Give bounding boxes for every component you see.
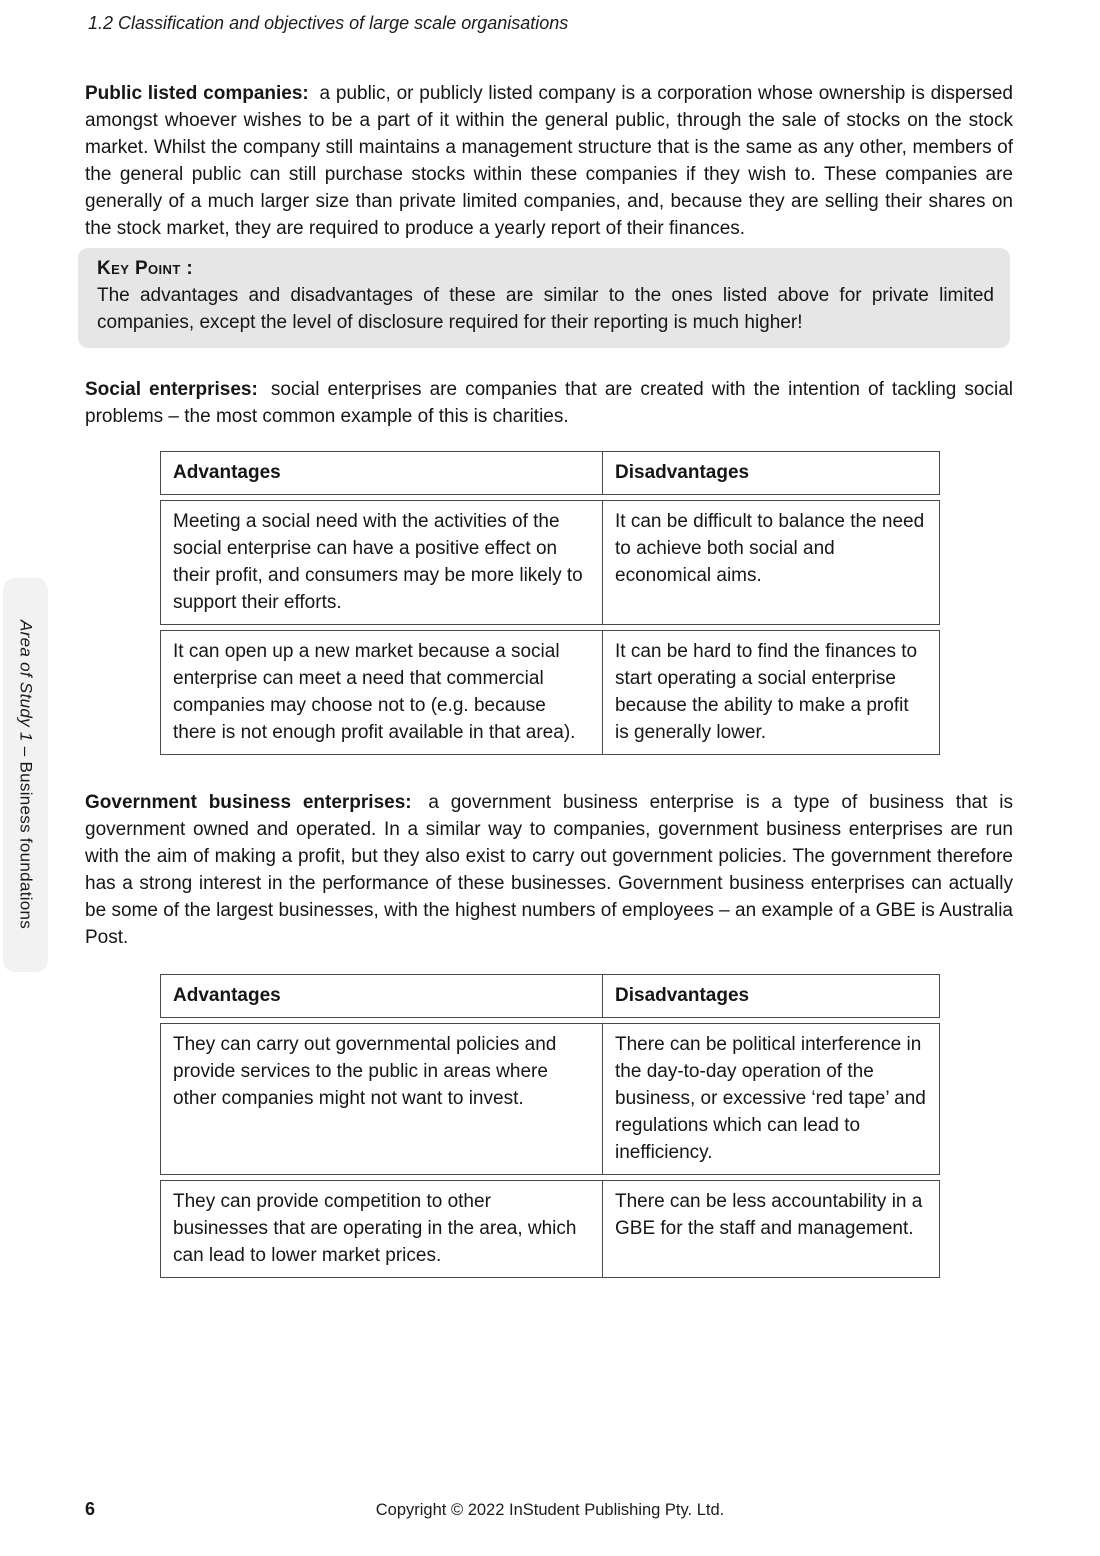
table-header-advantages: Advantages [160, 451, 603, 495]
table-header-disadvantages: Disadvantages [603, 451, 940, 495]
advantages-disadvantages-table-social-enterprises [160, 446, 940, 760]
table-social-enterprises-wrapper [160, 446, 1013, 760]
table-cell-advantage: They can carry out governmental policies and provide services to the public in areas where other companies might not want to invest. [160, 1023, 603, 1175]
main-content [85, 80, 1013, 1283]
key-point-box [78, 248, 1010, 348]
table-government-business-enterprises-wrapper [160, 969, 1013, 1283]
table-row [160, 1023, 940, 1175]
table-cell-disadvantage: There can be political interference in the day-to-day operation of the business, or excessive ‘red tape’ and regulations which can lead to inefficiency. [603, 1023, 940, 1175]
paragraph-public-listed-companies [85, 80, 1013, 242]
table-row [160, 630, 940, 755]
table-cell-disadvantage: It can be hard to find the finances to start operating a social enterprise because the ability to make a profit is generally lower. [603, 630, 940, 755]
paragraph-government-business-enterprises [85, 789, 1013, 951]
sidebar-tab-label-area: Area of Study 1 [16, 620, 36, 743]
table-row [160, 1180, 940, 1278]
table-cell-advantage: Meeting a social need with the activities of the social enterprise can have a positive effect on their profit, and consumers may be more likely to support their efforts. [160, 500, 603, 625]
term-social-enterprises: Social enterprises: [85, 379, 258, 400]
sidebar-tab-label-foundations: – Business foundations [16, 747, 36, 930]
term-public-listed-companies: Public listed companies: [85, 83, 309, 104]
table-header-row [160, 974, 940, 1018]
table-header-disadvantages: Disadvantages [603, 974, 940, 1018]
running-header: 1.2 Classification and objectives of large scale organisations [88, 13, 569, 33]
sidebar-tab-label [16, 620, 36, 929]
table-cell-disadvantage: It can be difficult to balance the need to achieve both social and economical aims. [603, 500, 940, 625]
term-government-business-enterprises: Government business enterprises: [85, 792, 412, 813]
paragraph-social-enterprises [85, 376, 1013, 430]
paragraph-public-listed-companies-text: a public, or publicly listed company is a corporation whose ownership is dispersed amongst whoever wishes to be a part of it within the general public, through the sale of stocks on the stock market. Whilst the company still maintains a management structure that is the same as any other, members of the general public can still purchase stocks within these companies if they wish to. These companies are generally of a much larger size than private limited companies, and, because they are selling their shares on the stock market, they are required to produce a yearly report of their finances. [85, 83, 1013, 239]
table-cell-disadvantage: There can be less accountability in a GBE for the staff and management. [603, 1180, 940, 1278]
copyright-notice: Copyright © 2022 InStudent Publishing Pty. Ltd. [375, 1501, 725, 1519]
advantages-disadvantages-table-government-business-enterprises [160, 969, 940, 1283]
paragraph-government-business-enterprises-text: a government business enterprise is a type of business that is government owned and operated. In a similar way to companies, government business enterprises are run with the aim of making a profit, but they also exist to carry out government policies. The government therefore has a strong interest in the performance of these businesses. Government business enterprises can actually be some of the largest businesses, with the highest numbers of employees – an example of a GBE is Australia Post. [85, 792, 1013, 948]
table-row [160, 500, 940, 625]
key-point-text: The advantages and disadvantages of these are similar to the ones listed above for private limited companies, except the level of disclosure required for their reporting is much higher! [97, 285, 994, 333]
sidebar-tab-area-of-study [3, 578, 48, 972]
key-point-title: Key Point : [97, 258, 194, 279]
page-number: 6 [85, 1499, 96, 1519]
table-header-row [160, 451, 940, 495]
table-cell-advantage: They can provide competition to other businesses that are operating in the area, which can lead to lower market prices. [160, 1180, 603, 1278]
paragraph-social-enterprises-text: social enterprises are companies that are created with the intention of tackling social problems – the most common example of this is charities. [85, 379, 1013, 427]
table-cell-advantage: It can open up a new market because a social enterprise can meet a need that commercial companies may choose not to (e.g. because there is not enough profit available in that area). [160, 630, 603, 755]
table-header-advantages: Advantages [160, 974, 603, 1018]
